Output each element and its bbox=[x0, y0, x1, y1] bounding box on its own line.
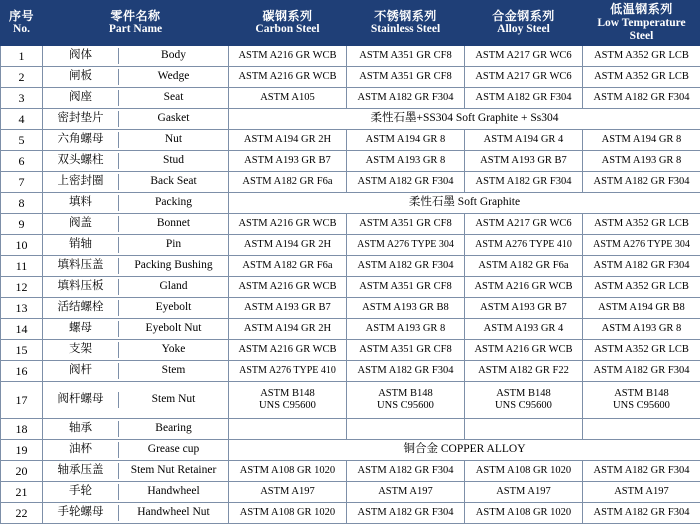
part-name-en: Gasket bbox=[119, 111, 228, 127]
table-row bbox=[1, 298, 700, 319]
row-number: 6 bbox=[1, 151, 43, 172]
material-cell bbox=[465, 382, 583, 419]
part-name-en: Wedge bbox=[119, 69, 228, 85]
material-cell: ASTM A217 GR WC6 bbox=[465, 214, 583, 235]
material-cell: ASTM A182 GR F304 bbox=[347, 503, 465, 524]
part-name-cell bbox=[43, 440, 229, 461]
material-cell: ASTM A216 GR WCB bbox=[229, 277, 347, 298]
table-row bbox=[1, 67, 700, 88]
material-cell: ASTM A194 GR 8 bbox=[347, 130, 465, 151]
material-cell: ASTM A182 GR F304 bbox=[583, 172, 700, 193]
part-name-cn: 支架 bbox=[43, 342, 119, 358]
part-name-cell bbox=[43, 419, 229, 440]
material-line: ASTM B148 bbox=[349, 388, 462, 400]
material-cell: ASTM A193 GR B7 bbox=[229, 298, 347, 319]
material-cell: ASTM A193 GR 8 bbox=[583, 151, 700, 172]
material-cell: ASTM A197 bbox=[583, 482, 700, 503]
part-name-cn: 上密封圈 bbox=[43, 174, 119, 190]
material-cell: ASTM A182 GR F304 bbox=[583, 461, 700, 482]
material-cell bbox=[347, 382, 465, 419]
material-cell: ASTM A352 GR LCB bbox=[583, 277, 700, 298]
column-header-carbon-steel-en: Carbon Steel bbox=[231, 23, 344, 36]
part-name-cn: 阀座 bbox=[43, 90, 119, 106]
part-name-en: Packing bbox=[119, 195, 228, 211]
table-row bbox=[1, 382, 700, 419]
table-row bbox=[1, 340, 700, 361]
material-cell: ASTM A216 GR WCB bbox=[229, 340, 347, 361]
material-cell: ASTM A276 TYPE 304 bbox=[347, 235, 465, 256]
row-number: 15 bbox=[1, 340, 43, 361]
table-row bbox=[1, 419, 700, 440]
row-number: 5 bbox=[1, 130, 43, 151]
part-name-cn: 六角螺母 bbox=[43, 132, 119, 148]
part-name-en: Pin bbox=[119, 237, 228, 253]
row-number: 8 bbox=[1, 193, 43, 214]
material-cell: ASTM A216 GR WCB bbox=[465, 340, 583, 361]
part-name-cn: 轴承 bbox=[43, 421, 119, 437]
table-row bbox=[1, 109, 700, 130]
column-header-no bbox=[1, 1, 43, 46]
row-number: 12 bbox=[1, 277, 43, 298]
column-header-carbon-steel bbox=[229, 1, 347, 46]
part-name-cell bbox=[43, 235, 229, 256]
material-cell: ASTM A108 GR 1020 bbox=[229, 503, 347, 524]
material-cell: ASTM A182 GR F304 bbox=[347, 88, 465, 109]
row-number: 20 bbox=[1, 461, 43, 482]
part-name-en: Eyebolt bbox=[119, 300, 228, 316]
material-cell: ASTM A182 GR F6a bbox=[465, 256, 583, 277]
table-row bbox=[1, 172, 700, 193]
material-line: UNS C95600 bbox=[585, 400, 698, 412]
table-row bbox=[1, 88, 700, 109]
material-cell: ASTM A182 GR F304 bbox=[583, 256, 700, 277]
part-name-cell bbox=[43, 67, 229, 88]
table-row bbox=[1, 46, 700, 67]
part-name-en: Stem bbox=[119, 363, 228, 379]
table-row bbox=[1, 256, 700, 277]
material-line: UNS C95600 bbox=[349, 400, 462, 412]
material-cell: ASTM A194 GR 4 bbox=[465, 130, 583, 151]
part-name-cell bbox=[43, 151, 229, 172]
row-number: 11 bbox=[1, 256, 43, 277]
part-name-en: Body bbox=[119, 48, 228, 64]
part-name-cn: 阀盖 bbox=[43, 216, 119, 232]
material-cell: ASTM A351 GR CF8 bbox=[347, 67, 465, 88]
material-cell: ASTM A182 GR F304 bbox=[465, 172, 583, 193]
material-cell: ASTM A276 TYPE 410 bbox=[465, 235, 583, 256]
part-name-cn: 轴承压盖 bbox=[43, 463, 119, 479]
column-header-alloy-steel bbox=[465, 1, 583, 46]
material-cell-all-series: 柔性石墨+SS304 Soft Graphite + Ss304 bbox=[229, 109, 700, 130]
material-cell: ASTM A217 GR WC6 bbox=[465, 46, 583, 67]
material-cell: ASTM A108 GR 1020 bbox=[465, 461, 583, 482]
column-header-stainless-steel-cn: 不锈钢系列 bbox=[349, 10, 462, 24]
part-name-cn: 密封垫片 bbox=[43, 111, 119, 127]
material-cell: ASTM A351 GR CF8 bbox=[347, 46, 465, 67]
material-cell-all-series: 柔性石墨 Soft Graphite bbox=[229, 193, 700, 214]
material-cell: ASTM A352 GR LCB bbox=[583, 46, 700, 67]
column-header-carbon-steel-cn: 碳钢系列 bbox=[231, 10, 344, 24]
row-number: 22 bbox=[1, 503, 43, 524]
part-name-cn: 销轴 bbox=[43, 237, 119, 253]
header-row bbox=[1, 1, 700, 46]
part-name-cell bbox=[43, 214, 229, 235]
material-cell: ASTM A182 GR F6a bbox=[229, 256, 347, 277]
material-cell: ASTM A182 GR F304 bbox=[465, 88, 583, 109]
part-name-en: Seat bbox=[119, 90, 228, 106]
material-cell: ASTM A108 GR 1020 bbox=[229, 461, 347, 482]
material-cell: ASTM A194 GR 2H bbox=[229, 130, 347, 151]
material-cell bbox=[229, 419, 347, 440]
part-name-cn: 螺母 bbox=[43, 321, 119, 337]
part-name-cell bbox=[43, 340, 229, 361]
part-name-cn: 手轮螺母 bbox=[43, 505, 119, 521]
material-cell: ASTM A193 GR B7 bbox=[229, 151, 347, 172]
column-header-no-cn: 序号 bbox=[3, 10, 40, 24]
material-cell: ASTM A351 GR CF8 bbox=[347, 214, 465, 235]
material-cell: ASTM A182 GR F304 bbox=[583, 503, 700, 524]
column-header-stainless-steel-en: Stainless Steel bbox=[349, 23, 462, 36]
part-name-cell bbox=[43, 382, 229, 419]
table-body bbox=[1, 46, 700, 524]
part-name-en: Packing Bushing bbox=[119, 258, 228, 274]
part-name-en: Stem Nut bbox=[119, 392, 228, 408]
material-cell: ASTM A276 TYPE 304 bbox=[583, 235, 700, 256]
part-name-cell bbox=[43, 503, 229, 524]
material-cell bbox=[229, 382, 347, 419]
table-row bbox=[1, 277, 700, 298]
part-name-cell bbox=[43, 319, 229, 340]
material-cell: ASTM A197 bbox=[465, 482, 583, 503]
material-cell: ASTM A193 GR 4 bbox=[465, 319, 583, 340]
part-name-cell bbox=[43, 46, 229, 67]
material-cell: ASTM A182 GR F304 bbox=[583, 88, 700, 109]
column-header-stainless-steel bbox=[347, 1, 465, 46]
part-name-en: Bearing bbox=[119, 421, 228, 437]
material-cell: ASTM A182 GR F22 bbox=[465, 361, 583, 382]
material-cell: ASTM A182 GR F6a bbox=[229, 172, 347, 193]
part-name-en: Handwheel bbox=[119, 484, 228, 500]
row-number: 2 bbox=[1, 67, 43, 88]
row-number: 18 bbox=[1, 419, 43, 440]
material-cell: ASTM A197 bbox=[347, 482, 465, 503]
material-cell: ASTM A216 GR WCB bbox=[229, 214, 347, 235]
part-name-cell bbox=[43, 130, 229, 151]
material-cell: ASTM A193 GR B8 bbox=[347, 298, 465, 319]
part-name-cn: 活结螺栓 bbox=[43, 300, 119, 316]
part-name-en: Eyebolt Nut bbox=[119, 321, 228, 337]
material-cell: ASTM A194 GR 2H bbox=[229, 319, 347, 340]
part-name-cn: 手轮 bbox=[43, 484, 119, 500]
material-cell: ASTM A193 GR 8 bbox=[347, 151, 465, 172]
table-row bbox=[1, 235, 700, 256]
table-row bbox=[1, 361, 700, 382]
material-cell: ASTM A182 GR F304 bbox=[347, 361, 465, 382]
table-row bbox=[1, 151, 700, 172]
column-header-no-en: No. bbox=[3, 23, 40, 36]
row-number: 7 bbox=[1, 172, 43, 193]
row-number: 3 bbox=[1, 88, 43, 109]
part-name-en: Bonnet bbox=[119, 216, 228, 232]
part-name-cn: 双头螺柱 bbox=[43, 153, 119, 169]
row-number: 19 bbox=[1, 440, 43, 461]
table-row bbox=[1, 214, 700, 235]
material-line: ASTM B148 bbox=[585, 388, 698, 400]
material-cell bbox=[465, 419, 583, 440]
part-name-cn: 阀杆 bbox=[43, 363, 119, 379]
table-row bbox=[1, 482, 700, 503]
material-cell bbox=[583, 419, 700, 440]
part-name-en: Yoke bbox=[119, 342, 228, 358]
material-line: UNS C95600 bbox=[231, 400, 344, 412]
material-line: UNS C95600 bbox=[467, 400, 580, 412]
part-name-en: Nut bbox=[119, 132, 228, 148]
part-name-cell bbox=[43, 193, 229, 214]
material-cell: ASTM A182 GR F304 bbox=[347, 256, 465, 277]
row-number: 4 bbox=[1, 109, 43, 130]
row-number: 1 bbox=[1, 46, 43, 67]
row-number: 16 bbox=[1, 361, 43, 382]
part-name-cn: 阀体 bbox=[43, 48, 119, 64]
row-number: 21 bbox=[1, 482, 43, 503]
part-name-cell bbox=[43, 361, 229, 382]
material-cell: ASTM A216 GR WCB bbox=[229, 67, 347, 88]
row-number: 13 bbox=[1, 298, 43, 319]
column-header-alloy-steel-cn: 合金钢系列 bbox=[467, 10, 580, 24]
material-cell bbox=[583, 382, 700, 419]
part-name-cn: 油杯 bbox=[43, 442, 119, 458]
material-cell: ASTM A193 GR 8 bbox=[583, 319, 700, 340]
material-cell: ASTM A216 GR WCB bbox=[229, 46, 347, 67]
part-name-en: Stem Nut Retainer bbox=[119, 463, 228, 479]
column-header-low-temperature-steel-en: Low Temperature Steel bbox=[585, 17, 698, 43]
material-line: ASTM B148 bbox=[231, 388, 344, 400]
material-line: ASTM B148 bbox=[467, 388, 580, 400]
material-cell: ASTM A217 GR WC6 bbox=[465, 67, 583, 88]
part-name-en: Gland bbox=[119, 279, 228, 295]
material-cell: ASTM A194 GR B8 bbox=[583, 298, 700, 319]
material-cell: ASTM A182 GR F304 bbox=[347, 172, 465, 193]
material-cell: ASTM A352 GR LCB bbox=[583, 340, 700, 361]
material-cell: ASTM A193 GR 8 bbox=[347, 319, 465, 340]
material-cell: ASTM A193 GR B7 bbox=[465, 298, 583, 319]
material-cell: ASTM A197 bbox=[229, 482, 347, 503]
column-header-alloy-steel-en: Alloy Steel bbox=[467, 23, 580, 36]
part-name-cn: 填料压盖 bbox=[43, 258, 119, 274]
part-name-cell bbox=[43, 482, 229, 503]
material-cell: ASTM A105 bbox=[229, 88, 347, 109]
material-cell: ASTM A352 GR LCB bbox=[583, 214, 700, 235]
part-name-cn: 填料压板 bbox=[43, 279, 119, 295]
material-cell: ASTM A182 GR F304 bbox=[347, 461, 465, 482]
material-cell: ASTM A276 TYPE 410 bbox=[229, 361, 347, 382]
part-name-cell bbox=[43, 277, 229, 298]
table-row bbox=[1, 130, 700, 151]
column-header-part-name-cn: 零件名称 bbox=[45, 10, 226, 24]
part-name-cell bbox=[43, 298, 229, 319]
material-cell: ASTM A108 GR 1020 bbox=[465, 503, 583, 524]
table-header bbox=[1, 1, 700, 46]
table-row bbox=[1, 319, 700, 340]
row-number: 14 bbox=[1, 319, 43, 340]
column-header-part-name-en: Part Name bbox=[45, 23, 226, 36]
part-name-en: Back Seat bbox=[119, 174, 228, 190]
column-header-part-name bbox=[43, 1, 229, 46]
part-name-cell bbox=[43, 256, 229, 277]
part-name-en: Handwheel Nut bbox=[119, 505, 228, 521]
part-name-cn: 闸板 bbox=[43, 69, 119, 85]
material-cell: ASTM A182 GR F304 bbox=[583, 361, 700, 382]
part-name-cn: 填料 bbox=[43, 195, 119, 211]
part-name-cell bbox=[43, 172, 229, 193]
material-cell-all-series: 铜合金 COPPER ALLOY bbox=[229, 440, 700, 461]
part-name-cell bbox=[43, 109, 229, 130]
part-name-cell bbox=[43, 461, 229, 482]
table-row bbox=[1, 461, 700, 482]
column-header-low-temperature-steel-cn: 低温钢系列 bbox=[585, 3, 698, 17]
row-number: 10 bbox=[1, 235, 43, 256]
material-cell bbox=[347, 419, 465, 440]
part-name-cn: 阀杆螺母 bbox=[43, 392, 119, 408]
material-cell: ASTM A194 GR 2H bbox=[229, 235, 347, 256]
part-name-en: Grease cup bbox=[119, 442, 228, 458]
material-cell: ASTM A351 GR CF8 bbox=[347, 277, 465, 298]
table-row bbox=[1, 503, 700, 524]
part-name-cell bbox=[43, 88, 229, 109]
material-cell: ASTM A352 GR LCB bbox=[583, 67, 700, 88]
row-number: 17 bbox=[1, 382, 43, 419]
table-row bbox=[1, 193, 700, 214]
material-cell: ASTM A194 GR 8 bbox=[583, 130, 700, 151]
table-row bbox=[1, 440, 700, 461]
material-cell: ASTM A193 GR B7 bbox=[465, 151, 583, 172]
material-cell: ASTM A351 GR CF8 bbox=[347, 340, 465, 361]
row-number: 9 bbox=[1, 214, 43, 235]
column-header-low-temperature-steel bbox=[583, 1, 700, 46]
material-cell: ASTM A216 GR WCB bbox=[465, 277, 583, 298]
part-name-en: Stud bbox=[119, 153, 228, 169]
